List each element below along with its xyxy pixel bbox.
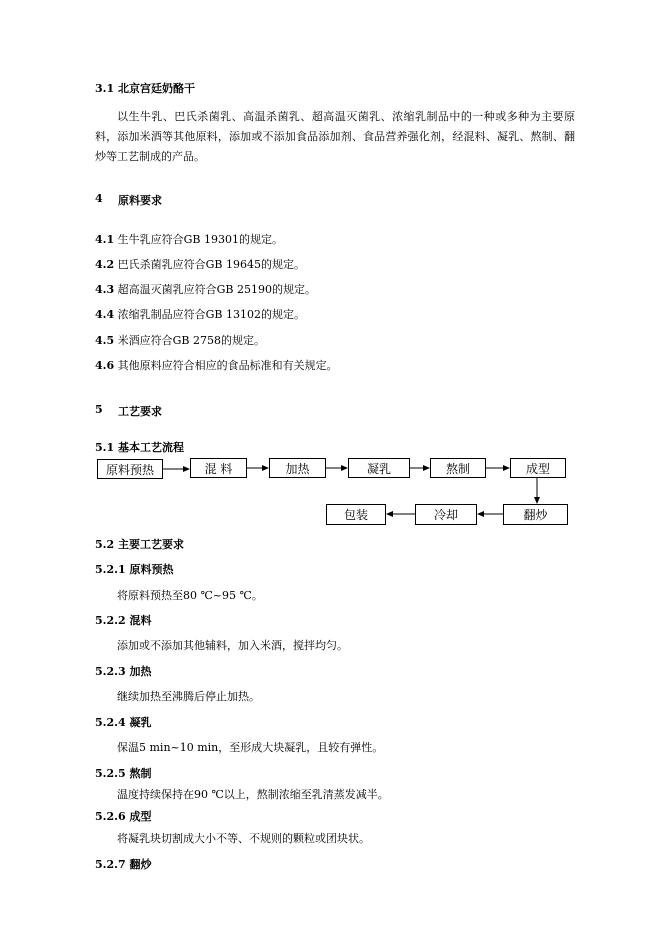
section-5-2-heading: 5.2 主要工艺要求: [95, 538, 184, 551]
step-5-2-5-heading: 5.2.5 熬制: [95, 767, 152, 780]
section-5-number: 5: [95, 403, 103, 416]
step-5-2-5-text: 温度持续保持在90 ℃以上，熬制浓缩至乳清蒸发减半。: [117, 788, 389, 801]
clause-4-6: 4.6 其他原料应符合相应的食品标准和有关规定。: [95, 359, 338, 372]
section-5-title: 工艺要求: [118, 405, 162, 418]
step-5-2-1-heading: 5.2.1 原料预热: [95, 563, 174, 576]
flow-step-curdle: 凝乳: [348, 458, 410, 478]
clause-4-1: 4.1 生牛乳应符合GB 19301的规定。: [95, 233, 283, 246]
section-3-1-paragraph: 以生牛乳、巴氏杀菌乳、高温杀菌乳、超高温灭菌乳、浓缩乳制品中的一种或多种为主要原料，添加米酒等其他原料，添加或不添加食品添加剂、食品营养强化剂，经混料、凝乳、熬制、翻炒等工艺制成的产品。: [95, 110, 575, 163]
step-5-2-7-heading: 5.2.7 翻炒: [95, 858, 152, 871]
section-4-title: 原料要求: [118, 194, 162, 207]
step-5-2-4-heading: 5.2.4 凝乳: [95, 716, 152, 729]
step-5-2-2-heading: 5.2.2 混料: [95, 614, 152, 627]
section-4-number: 4: [95, 192, 103, 205]
flow-step-stirfry: 翻炒: [503, 504, 568, 525]
flow-step-shape: 成型: [510, 458, 566, 478]
step-5-2-1-text: 将原料预热至80 ℃~95 ℃。: [117, 589, 263, 602]
step-5-2-3-text: 继续加热至沸腾后停止加热。: [117, 690, 260, 703]
step-5-2-3-heading: 5.2.3 加热: [95, 665, 152, 678]
step-5-2-2-text: 添加或不添加其他辅料，加入米酒，搅拌均匀。: [117, 639, 348, 652]
flow-step-heat: 加热: [269, 458, 326, 478]
step-5-2-6-heading: 5.2.6 成型: [95, 810, 152, 823]
clause-4-4: 4.4 浓缩乳制品应符合GB 13102的规定。: [95, 308, 305, 321]
section-3-1-heading: 3.1 北京宫廷奶酪干: [95, 82, 195, 95]
step-5-2-6-text: 将凝乳块切割成大小不等、不规则的颗粒或团块状。: [117, 832, 370, 845]
step-5-2-4-text: 保温5 min~10 min，至形成大块凝乳，且较有弹性。: [117, 741, 384, 754]
flow-step-package: 包装: [326, 504, 386, 525]
section-5-1-heading: 5.1 基本工艺流程: [95, 441, 184, 454]
flow-step-cool: 冷却: [415, 504, 477, 525]
flow-step-mix: 混 料: [190, 458, 247, 478]
flow-step-boil: 熬制: [430, 458, 486, 478]
clause-4-3: 4.3 超高温灭菌乳应符合GB 25190的规定。: [95, 283, 316, 296]
flow-step-preheat: 原料预热: [97, 459, 163, 479]
clause-4-2: 4.2 巴氏杀菌乳应符合GB 19645的规定。: [95, 258, 305, 271]
clause-4-5: 4.5 米酒应符合GB 2758的规定。: [95, 334, 266, 347]
